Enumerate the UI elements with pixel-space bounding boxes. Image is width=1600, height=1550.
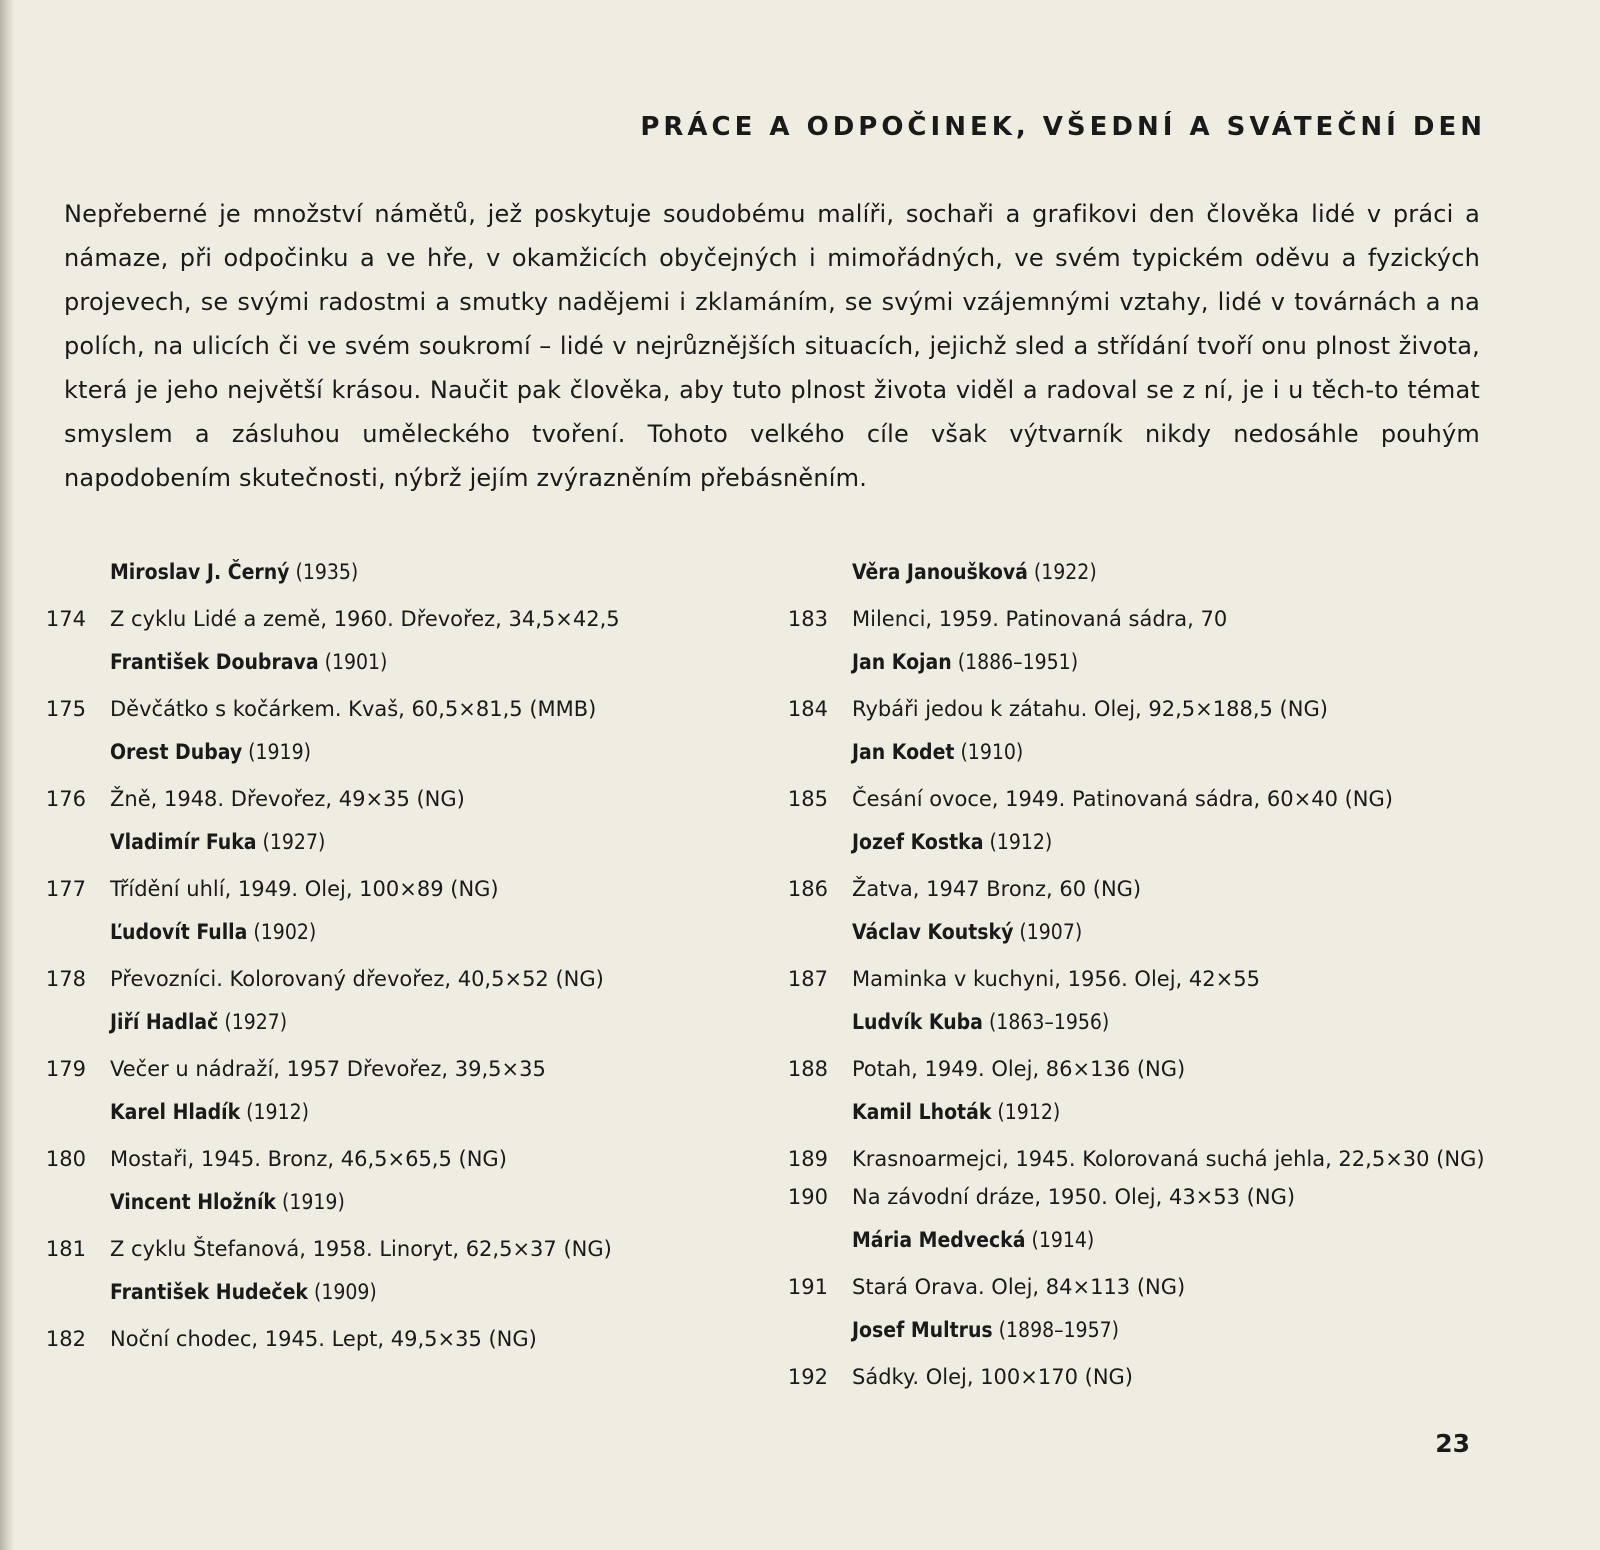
artist-heading [784, 736, 1504, 782]
artist-heading [784, 556, 1504, 602]
artist-heading [784, 1096, 1504, 1142]
entry-description: Z cyklu Štefanová, 1958. Linoryt, 62,5×37 (NG) [110, 1237, 612, 1261]
entry-description: Maminka v kuchyni, 1956. Olej, 42×55 [852, 967, 1260, 991]
artist-years: (1886–1951) [957, 650, 1079, 674]
artist-heading [42, 736, 742, 782]
entry-description: Žatva, 1947 Bronz, 60 (NG) [852, 877, 1142, 901]
artist-name: Jozef Kostka [852, 830, 984, 854]
artist-name: Jan Kojan [852, 650, 952, 674]
artist-name: Josef Multrus [852, 1318, 993, 1342]
entry-number: 183 [787, 607, 828, 631]
artist-years: (1909) [313, 1280, 377, 1304]
artist-heading [42, 826, 742, 872]
catalogue-entry [42, 692, 742, 736]
artist-heading [42, 1186, 742, 1232]
entry-number: 186 [787, 877, 828, 901]
artist-name: Orest Dubay [110, 740, 243, 764]
entry-description: Krasnoarmejci, 1945. Kolorovaná suchá jehla, 22,5×30 (NG) [852, 1147, 1485, 1171]
artist-name: Karel Hladík [110, 1100, 241, 1124]
entry-description: Milenci, 1959. Patinovaná sádra, 70 [852, 607, 1228, 631]
artist-heading [784, 1224, 1504, 1270]
entry-description: Děvčátko s kočárkem. Kvaš, 60,5×81,5 (MMB) [110, 697, 597, 721]
entry-description: Převozníci. Kolorovaný dřevořez, 40,5×52 (NG) [110, 967, 604, 991]
artist-years: (1912) [997, 1100, 1061, 1124]
artist-name: Václav Koutský [852, 920, 1014, 944]
catalogue-column-right [784, 556, 1504, 1404]
artist-heading [784, 1314, 1504, 1360]
entry-description: Třídění uhlí, 1949. Olej, 100×89 (NG) [110, 877, 499, 901]
entry-number: 191 [787, 1275, 828, 1299]
artist-years: (1863–1956) [988, 1010, 1110, 1034]
catalogue-entry [42, 1052, 742, 1096]
catalogue-entry [42, 962, 742, 1006]
artist-years: (1907) [1019, 920, 1083, 944]
artist-name: František Doubrava [110, 650, 319, 674]
catalogue-entry [784, 602, 1504, 646]
entry-description: Na závodní dráze, 1950. Olej, 43×53 (NG) [852, 1185, 1296, 1209]
entry-description: Noční chodec, 1945. Lept, 49,5×35 (NG) [110, 1327, 537, 1351]
artist-years: (1914) [1031, 1228, 1095, 1252]
artist-name: Jan Kodet [852, 740, 955, 764]
artist-name: Vladimír Fuka [110, 830, 257, 854]
catalogue-entry [784, 692, 1504, 736]
entry-description: Mostaři, 1945. Bronz, 46,5×65,5 (NG) [110, 1147, 507, 1171]
catalogue-entry [42, 1142, 742, 1186]
entry-number: 175 [45, 697, 86, 721]
artist-years: (1922) [1033, 560, 1097, 584]
catalogue-entry [784, 1270, 1504, 1314]
entry-description: Sádky. Olej, 100×170 (NG) [852, 1365, 1133, 1389]
artist-years: (1910) [960, 740, 1024, 764]
entry-number: 184 [787, 697, 828, 721]
artist-name: František Hudeček [110, 1280, 308, 1304]
artist-heading [784, 826, 1504, 872]
artist-years: (1898–1957) [998, 1318, 1119, 1342]
entry-number: 187 [787, 967, 828, 991]
catalogue-entry [784, 1142, 1504, 1180]
book-spine-shadow [0, 0, 14, 1550]
artist-years: (1927) [262, 830, 326, 854]
page-number: 23 [1435, 1429, 1470, 1458]
entry-number: 185 [787, 787, 828, 811]
artist-name: Jiří Hadlač [110, 1010, 219, 1034]
catalogue-entry [42, 872, 742, 916]
artist-name: Mária Medvecká [852, 1228, 1026, 1252]
artist-name: Ludvík Kuba [852, 1010, 983, 1034]
catalogue-entry [784, 872, 1504, 916]
intro-paragraph: Nepřeberné je množství námětů, jež poskytuje soudobému malíři, sochaři a grafikovi den člověka lidé v práci a námaze, při odpočinku a ve hře, v okamžicích obyčejných i mimořádných, ve svém typickém oděvu a fyzických projevech, se svými radostmi a smutky nadějemi i zklamáním, se svými vzájemnými vztahy, lidé v továrnách a na polích, na ulicích či ve svém soukromí – lidé v nejrůznějších situacích, jejichž sled a střídání tvoří onu plnost života, která je jeho největší krásou. Naučit pak člověka, aby tuto plnost života viděl a radoval se z ní, je i u těch-to témat smyslem a zásluhou uměleckého tvoření. Tohoto velkého cíle však výtvarník nikdy nedosáhle pouhým napodobením skutečnosti, nýbrž jejím zvýrazněním přebásněním. [64, 200, 1480, 492]
entry-number: 189 [787, 1147, 828, 1171]
entry-number: 192 [787, 1365, 828, 1389]
entry-description: Rybáři jedou k zátahu. Olej, 92,5×188,5 (NG) [852, 697, 1328, 721]
entry-description: Žně, 1948. Dřevořez, 49×35 (NG) [110, 787, 465, 811]
artist-years: (1935) [295, 560, 359, 584]
artist-name: Věra Janoušková [852, 560, 1028, 584]
artist-heading [42, 1096, 742, 1142]
catalogue-entry [42, 1232, 742, 1276]
artist-heading [784, 1006, 1504, 1052]
catalogue-entry [784, 962, 1504, 1006]
artist-heading [42, 556, 742, 602]
artist-years: (1912) [989, 830, 1053, 854]
entry-description: Potah, 1949. Olej, 86×136 (NG) [852, 1057, 1186, 1081]
artist-heading [784, 646, 1504, 692]
artist-heading [42, 916, 742, 962]
catalogue-entry [42, 602, 742, 646]
artist-years: (1927) [224, 1010, 288, 1034]
catalogue-entry [42, 1322, 742, 1366]
artist-name: Ľudovít Fulla [110, 920, 248, 944]
entry-description: Česání ovoce, 1949. Patinovaná sádra, 60×40 (NG) [852, 787, 1393, 811]
artist-heading [42, 1006, 742, 1052]
artist-years: (1902) [253, 920, 317, 944]
entry-number: 174 [45, 607, 86, 631]
artist-heading [784, 916, 1504, 962]
entry-number: 190 [787, 1185, 828, 1209]
artist-years: (1919) [248, 740, 311, 764]
catalogue-entry [784, 1052, 1504, 1096]
entry-number: 180 [45, 1147, 86, 1171]
catalogue-column-left [42, 556, 742, 1366]
entry-number: 179 [45, 1057, 86, 1081]
catalogue-entry [784, 1180, 1504, 1224]
catalogue-entry [784, 1360, 1504, 1404]
artist-name: Vincent Hložník [110, 1190, 276, 1214]
entry-number: 177 [45, 877, 86, 901]
entry-number: 188 [787, 1057, 828, 1081]
artist-heading [42, 646, 742, 692]
catalogue-entry [784, 782, 1504, 826]
artist-years: (1912) [246, 1100, 309, 1124]
artist-years: (1919) [282, 1190, 345, 1214]
section-title: PRÁCE A ODPOČINEK, VŠEDNÍ A SVÁTEČNÍ DEN [640, 112, 1486, 142]
entry-number: 178 [45, 967, 86, 991]
catalogue-entry [42, 782, 742, 826]
entry-description: Stará Orava. Olej, 84×113 (NG) [852, 1275, 1186, 1299]
entry-description: Večer u nádraží, 1957 Dřevořez, 39,5×35 [110, 1057, 546, 1081]
entry-description: Z cyklu Lidé a země, 1960. Dřevořez, 34,5×42,5 [110, 607, 620, 631]
artist-years: (1901) [324, 650, 388, 674]
entry-number: 181 [45, 1237, 86, 1261]
artist-heading [42, 1276, 742, 1322]
artist-name: Kamil Lhoták [852, 1100, 992, 1124]
artist-name: Miroslav J. Černý [110, 560, 290, 584]
entry-number: 176 [45, 787, 86, 811]
entry-number: 182 [45, 1327, 86, 1351]
